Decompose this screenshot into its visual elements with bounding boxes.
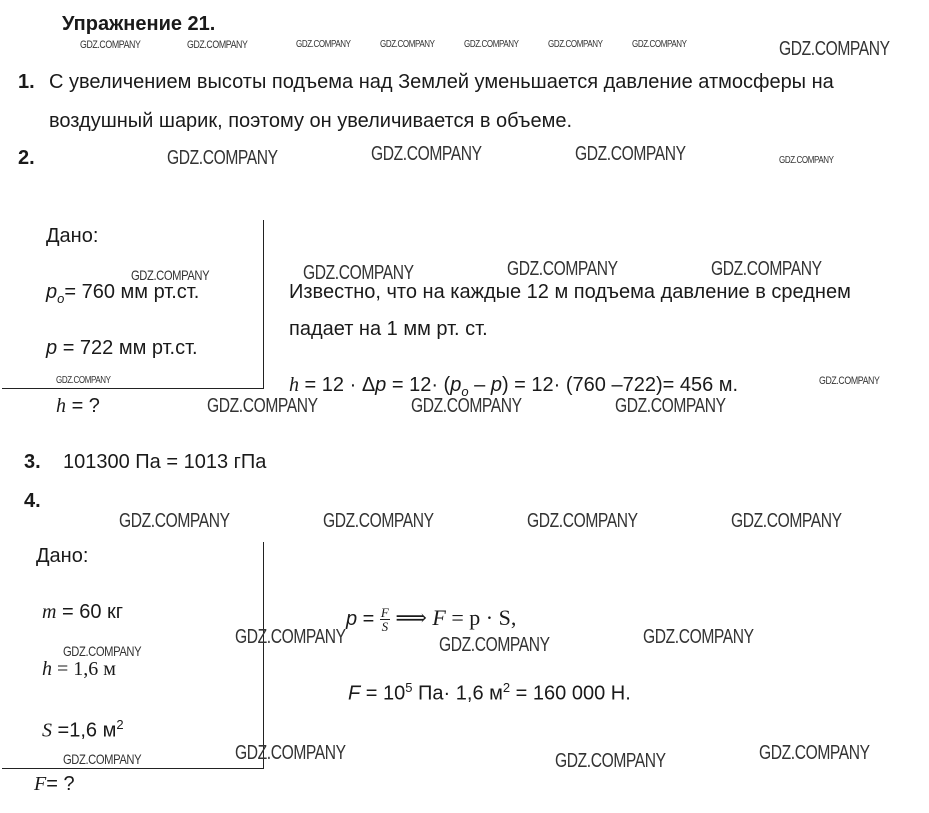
formula1-arrow: ⟹ — [389, 605, 433, 630]
h-value: = ? — [71, 395, 100, 417]
h-symbol: h — [56, 395, 66, 417]
watermark: GDZ.COMPANY — [527, 510, 638, 532]
item-2-given-p — [46, 336, 198, 360]
watermark: GDZ.COMPANY — [371, 143, 482, 165]
item-3-text: 101300 Па = 1013 гПа — [63, 451, 267, 473]
watermark: GDZ.COMPANY — [167, 147, 278, 169]
watermark: GDZ.COMPANY — [207, 395, 318, 417]
watermark: GDZ.COMPANY — [632, 39, 687, 50]
formula-p1: p — [375, 374, 387, 396]
item-4-horizontal-divider — [2, 768, 264, 769]
formula1-fraction — [380, 606, 390, 633]
item-4-vertical-divider — [263, 542, 264, 768]
watermark: GDZ.COMPANY — [131, 267, 210, 283]
m-value: = 60 кг — [56, 601, 124, 623]
exercise-title: Упражнение 21. — [62, 13, 216, 35]
item-2-given-p0 — [46, 280, 199, 311]
formula1-eq: = — [357, 608, 380, 630]
watermark: GDZ.COMPANY — [80, 39, 141, 51]
watermark: GDZ.COMPANY — [303, 262, 414, 284]
s-exponent: 2 — [116, 717, 124, 732]
watermark: GDZ.COMPANY — [464, 39, 519, 50]
watermark: GDZ.COMPANY — [555, 750, 666, 772]
watermark: GDZ.COMPANY — [759, 742, 870, 764]
item-1-number: 1. — [18, 71, 35, 93]
item-2-horizontal-divider — [2, 388, 264, 389]
item-1-line-1: С увеличением высоты подъема над Землей уменьшается давление атмосферы на — [49, 71, 834, 93]
formula2-exp: 5 — [405, 680, 413, 695]
formula-part-b: = 12· ( — [386, 374, 451, 396]
watermark: GDZ.COMPANY — [731, 510, 842, 532]
item-4-given-label: Дано: — [36, 545, 89, 567]
formula-part-a: = 12 · Δ — [299, 374, 376, 396]
item-2-find-h — [56, 394, 100, 418]
item-2-number: 2. — [18, 147, 35, 169]
formula-part-c: – — [468, 374, 491, 396]
formula-h: h — [289, 374, 299, 396]
item-4-find-f — [34, 772, 75, 796]
watermark: GDZ.COMPANY — [63, 643, 142, 659]
h4-symbol: h — [42, 658, 52, 680]
formula2-part-a: = 10 — [360, 682, 406, 705]
p0-symbol: p — [46, 281, 58, 303]
p-symbol: p — [46, 337, 58, 359]
watermark: GDZ.COMPANY — [643, 626, 754, 648]
p0-subscript: o — [57, 291, 65, 306]
watermark: GDZ.COMPANY — [711, 258, 822, 280]
watermark: GDZ.COMPANY — [411, 395, 522, 417]
item-2-vertical-divider — [263, 220, 264, 388]
watermark: GDZ.COMPANY — [380, 39, 435, 50]
watermark: GDZ.COMPANY — [575, 143, 686, 165]
watermark: GDZ.COMPANY — [615, 395, 726, 417]
item-4-formula-2 — [348, 676, 631, 706]
item-4-given-m — [42, 600, 123, 624]
watermark: GDZ.COMPANY — [548, 39, 603, 50]
watermark: GDZ.COMPANY — [507, 258, 618, 280]
item-4-given-s — [42, 713, 124, 743]
m-symbol: m — [42, 601, 57, 623]
watermark: GDZ.COMPANY — [439, 634, 550, 656]
item-2-solution-line-1: Известно, что на каждые 12 м подъема давление в среднем — [289, 281, 851, 303]
watermark: GDZ.COMPANY — [235, 742, 346, 764]
item-4-number: 4. — [24, 490, 41, 512]
s-symbol: S — [42, 719, 52, 742]
item-2-given-label: Дано: — [46, 225, 99, 247]
p0-value: = 760 мм рт.ст. — [64, 281, 200, 303]
formula-p3: p — [490, 374, 502, 396]
watermark: GDZ.COMPANY — [819, 375, 880, 387]
item-1-line-2: воздушный шарик, поэтому он увеличивается в объеме. — [49, 110, 572, 132]
formula2-part-b: Па· 1,6 м — [412, 682, 503, 705]
formula-p2-sub: o — [461, 384, 469, 399]
p-value: = 722 мм рт.ст. — [62, 337, 198, 359]
watermark: GDZ.COMPANY — [779, 38, 890, 60]
s-value: =1,6 м — [52, 719, 117, 742]
watermark: GDZ.COMPANY — [235, 626, 346, 648]
watermark: GDZ.COMPANY — [296, 39, 351, 50]
formula-part-d: ) = 12· (760 –722)= 456 м. — [501, 374, 739, 396]
watermark: GDZ.COMPANY — [187, 39, 248, 51]
watermark: GDZ.COMPANY — [779, 155, 834, 166]
watermark: GDZ.COMPANY — [63, 751, 142, 767]
formula1-p: p — [346, 608, 358, 630]
watermark: GDZ.COMPANY — [119, 510, 230, 532]
formula-p2: p — [450, 374, 462, 396]
formula1-tail: = p · S, — [445, 605, 517, 630]
formula1-numerator: F — [380, 605, 389, 621]
f-value: = ? — [46, 773, 75, 795]
formula2-exp2: 2 — [502, 680, 511, 695]
item-3-number: 3. — [24, 451, 41, 473]
formula2-F: F — [348, 682, 361, 705]
formula2-part-c: = 160 000 Н. — [510, 682, 631, 705]
watermark: GDZ.COMPANY — [323, 510, 434, 532]
item-4-formula-1 — [346, 606, 516, 633]
item-2-solution-line-2: падает на 1 мм рт. ст. — [289, 318, 488, 340]
formula1-F: F — [432, 605, 446, 630]
h4-value: = 1,6 м — [52, 658, 116, 680]
formula1-denominator: S — [381, 619, 389, 635]
f-symbol: F — [34, 773, 47, 795]
watermark: GDZ.COMPANY — [56, 375, 111, 386]
item-4-given-h — [42, 657, 116, 681]
